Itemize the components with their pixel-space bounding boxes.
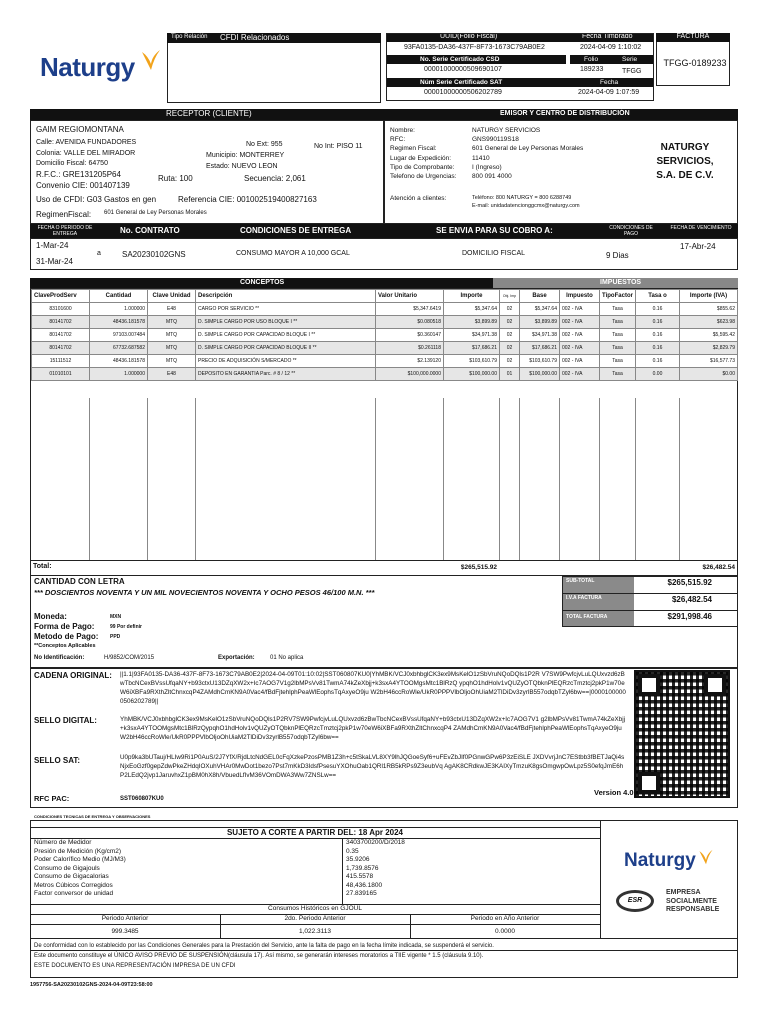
- tipo-relacion-bar: Tipo Relación CFDI Relacionados: [167, 33, 381, 43]
- uuid-value: 93FA0135-DA36-437F-8F73-1673C79AB0E2: [404, 44, 545, 51]
- naturgy-butterfly-icon: [698, 848, 714, 866]
- table-row: 80141702 97103.007484 MTQ D. SIMPLE CARGO POR CAPACIDAD BLOQUE I ** $0.360147 $34,971.38 02 $34,971.38 002 - IVA Tasa 0.16 $5,595.42: [32, 329, 738, 342]
- naturgy-butterfly-icon: [140, 48, 162, 72]
- esr-logo: ESR EMPRESA SOCIALMENTE RESPONSABLE: [616, 886, 734, 920]
- table-row: 15111512 48436.181578 MTQ PRECIO DE ADQUISICIÓN S/MERCADO ** $2.139120 $103,610.79 02 $103,610.79 002 - IVA Tasa 0.16 $16,577.73: [32, 355, 738, 368]
- table-row: 80141702 67732.687582 MTQ D. SIMPLE CARGO POR CAPACIDAD BLOQUE II ** $0.261118 $17,686.21 02 $17,686.21 002 - IVA Tasa 0.16 $2,829.79: [32, 342, 738, 355]
- footer-code: 1957756-SA20230102GNS-2024-04-09T23:58:00: [30, 982, 153, 988]
- conceptos-header-row: ClaveProdServ Cantidad Clave Unidad Descripción Valor Unitario Importe Obj. Imp Base Impuesto TipoFactor Tasa o Importe (IVA): [32, 290, 738, 303]
- naturgy-logo: Naturgy: [40, 52, 160, 86]
- emisor-company-name: NATURGY SERVICIOS, S.A. DE C.V.: [656, 142, 714, 181]
- cadena-original: ||1.1|93FA0135-DA36-437F-8F73-1673C79AB0E2|2024-04-09T01:10:02|SST060807KU0|YhMBK/VCJ0xbhbglCK3ex9MsKelO1zSbVruNQoDQls1P2R V7SW9PwfcjvLuLQUxvzd6zBwTbcNCexBVssUfqaNY+b93ctxU13DZqXW2x+Ic7AOG7V1g2lbMPsVv81TwmA74kZeXbjj+k3sxA4YTOOMgsMtc1BlRzQ ypqhO1hdHolv1vQUZyOTQbknPlEQRzcTmztcj2pkP1w70eW6iXBFa9RXthZltChnxcqP4ZAMdhCmKN9A0Vac4/fBdFjtehlphPeaWlEophsTqAxyeO9ju W2bH46ccRoWle/UkR0PPPVlbOljoOhUiaM2TlDiDv3zyrlB557odqbTZyl6bw==|00001000000506202789||: [120, 671, 626, 705]
- sello-sat: U0p9ka3bUTauj/HLIw9Ri1P0AuS/2J7YfX/RjdLtcNdGEL0cFqXzkePzosPMB1Z3h+c5tSkaLVL8XY9lhJQGoeSyf6+uFEvZbJIf0PGnwGPw6P3zEiSLE JXDVvrjJnC7EStbb3fBETJaQi4sNjxEoGzf0gepZdwPkeZHdqIOXuhVHAr0MwDot1bezo7Pst7mKkD3IdsfPsesuYXOhuOab1QRl1RB5kRPs9Z3eubVq AgAK8CRdkwJE3KAIXyTmzuK8gsOmgwpOwLpz5S0efqJmE6hP2LEdQ2jvp1JaruvhxZ1pBM0hX8h/VbuedLfIvM36VOmDWA3Ww7ZNSLw==: [120, 754, 625, 779]
- table-row: 80141702 48436.181578 MTQ D. SIMPLE CARGO POR USO BLOQUE I ** $0.080518 $3,899.89 02 $3,899.89 002 - IVA Tasa 0.16 $623.98: [32, 316, 738, 329]
- factura-number: TFGG-0189233: [663, 58, 727, 68]
- cantidad-letra-text: *** DOSCIENTOS NOVENTA Y UN MIL NOVECIENTOS NOVENTA Y OCHO PESOS 46/100 M.N. ***: [34, 588, 375, 597]
- naturgy-logo-small: Naturgy: [624, 850, 724, 876]
- table-row: 01010101 1.000000 E48 DEPOSITO EN GARANTIA Parc. # 8 / 12 ** $100,000.0000 $100,000.00 01 $100,000.00 002 - IVA Tasa 0.00 $0.00: [32, 368, 738, 381]
- sello-digital: YhMBK/VCJ0xbhbglCK3ex9MsKelO1zSbVruNQoDQls1P2RV7SW9PwfcjvLuLQUxvzd6zBwTbcNCexBVssUfqaNY+b93ctxU13DZqXW2x+Ic7AOG7V1 g2lbMPsVv81TwmA74kZeXbjj+k3sxA4YTOOMgsMtc1BlRzQypqhO1hdHolv1vQUZyOTQbknPlEQRzcTmztcj2pkP1w70eW6iXBFa9RXthZltChnxcqP4 ZAMdhCmKN9A0Vac4/fBdFjtehlphPeaWlEophsTqAxyeO9juW2bH46ccRoWle/UkR0PPPVlbOljoOhUiaM2TlDiDv3zyrlB557odqbTZyl6bw==: [120, 716, 626, 741]
- table-row: 83101600 1.000000 E48 CARGO POR SERVICIO ** $5,347.6419 $5,347.64 02 $5,347.64 002 - IVA Tasa 0.16 $855.62: [32, 303, 738, 316]
- conceptos-table: ClaveProdServ Cantidad Clave Unidad Descripción Valor Unitario Importe Obj. Imp Base Impuesto TipoFactor Tasa o Importe (IVA) 83101600 1.000000 E48 CARGO POR SERVICIO ** $5,347.6419 $5,347.64 02 $5,347.64 002 - IVA Tasa 0.16 $855.62 80141702 48436.181578 MTQ D. SIMPLE CARGO POR USO BLOQUE I ** $0.080518 $3,899.89 02 $3,899.89 002 - IVA Tasa 0.16 $623.98 80141702 97103.007484 MTQ D. SIMPLE CARGO POR CAPACIDAD BLOQUE I ** $0.360147 $34,971.38 02 $34,971.38 002 - IVA Tasa 0.16 $5,595.42 80141702 67732.687582 MTQ D. SIMPLE CARGO POR CAPACIDAD BLOQUE II ** $0.261118 $17,686.21 02 $17,686.21 002 - IVA Tasa 0.16 $2,829.79 15111512 48436.181578 MTQ PRECIO DE ADQUISICIÓN S/MERCADO ** $2.139120 $103,610.79 02 $103,610.79 002 - IVA Tasa 0.16 $16,577.73 01010101 1.000000 E48 DEPOSITO EN GARANTIA Parc. # 8 / 12 ** $100,000.0000 $100,000.00 01 $100,000.00 002 - IVA Tasa 0.00 $0.00 Total: $265,515.92 $26,482.54: [30, 288, 738, 576]
- tipo-relacion-box: [167, 43, 381, 103]
